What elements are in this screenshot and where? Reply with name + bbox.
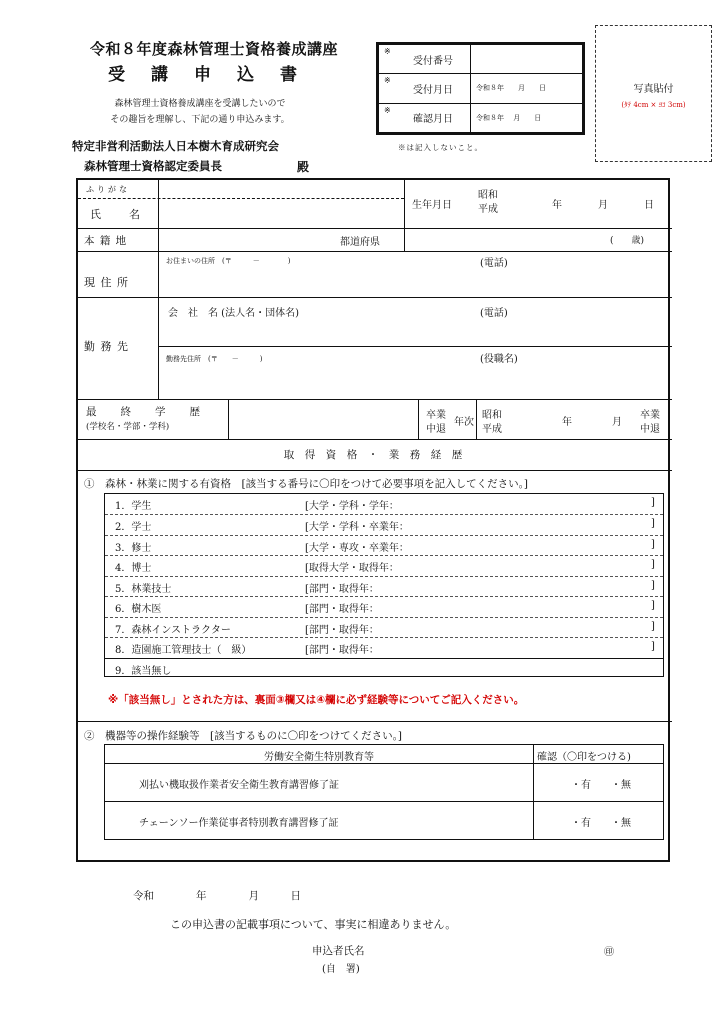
q1-item[interactable] xyxy=(105,658,663,678)
q1-item[interactable] xyxy=(105,576,663,596)
photo-size: (ﾀﾃ 4cm × ﾖｺ 3cm) xyxy=(621,101,686,109)
q1-item-label: 2．学士 xyxy=(115,522,152,534)
dropout-option: 中退 xyxy=(426,424,446,435)
intro-text xyxy=(78,96,322,128)
home-phone-label: (電話) xyxy=(480,258,508,269)
edu-year: 年 xyxy=(562,417,572,428)
birth-day: 日 xyxy=(644,200,654,211)
name-label: 氏 名 xyxy=(90,208,142,221)
birth-year: 年 xyxy=(552,200,562,211)
edu-era-showa: 昭和 xyxy=(482,410,502,421)
intro-line-2: その趣旨を理解し、下記の通り申込みます。 xyxy=(110,115,290,125)
graduated-option: 卒業 xyxy=(426,410,446,421)
q1-item-detail: [部門・取得年： xyxy=(305,624,379,636)
q1-item-detail: [部門・取得年： xyxy=(305,645,379,657)
q1-title: ① 森林・林業に関する有資格 [該当する番号に〇印をつけて必要事項を記入してください。] xyxy=(84,478,528,490)
year-suffix: 年次 xyxy=(454,417,474,428)
intro-line-1: 森林管理士資格養成講座を受講したいので xyxy=(114,99,286,109)
q1-item-detail: [大学・学科・卒業年： xyxy=(305,522,409,534)
q2-header-left: 労働安全衛生特別教育等 xyxy=(264,752,374,763)
application-form xyxy=(76,178,670,862)
q2-row-1-check[interactable]: ・有 ・無 xyxy=(571,780,631,791)
date-line: 令和 年 月 日 xyxy=(133,890,301,902)
q1-item[interactable] xyxy=(105,494,663,514)
q1-item-close: ] xyxy=(651,497,655,508)
q1-item-detail: [部門・取得年： xyxy=(305,604,379,616)
q1-item-label: 1．学生 xyxy=(115,501,152,512)
q1-item-label: 6．樹木医 xyxy=(115,604,162,616)
q1-item-close: ] xyxy=(651,641,655,653)
furigana-label: ふりがな xyxy=(86,185,130,194)
company-label: 会 社 名 (法人名・団体名) xyxy=(168,308,299,319)
q1-item-detail: [部門・取得年： xyxy=(305,583,379,595)
era-showa: 昭和 xyxy=(478,190,498,201)
q1-item-close: ] xyxy=(651,518,655,530)
section-title: 取 得 資 格 ・ 業 務 経 歴 xyxy=(283,449,463,461)
q1-item-label: 5．林業技士 xyxy=(115,583,172,595)
q1-item[interactable] xyxy=(105,535,663,555)
birth-label: 生年月日 xyxy=(412,200,452,211)
q1-item-close: ] xyxy=(651,600,655,612)
education-sub-label: (学校名・学部・学科) xyxy=(86,422,170,432)
q1-item-detail: [大学・専攻・卒業年： xyxy=(305,542,409,554)
era-heisei: 平成 xyxy=(478,204,498,215)
q1-item-close: ] xyxy=(651,559,655,571)
address-label: 現 住 所 xyxy=(84,276,129,289)
reception-date-field: 令和８年 月 日 xyxy=(471,74,583,103)
birth-month: 月 xyxy=(598,200,608,211)
q1-item-close: ] xyxy=(651,538,655,550)
q2-header-right: 確認（〇印をつける) xyxy=(537,752,631,763)
edu-era-heisei: 平成 xyxy=(482,424,502,435)
work-address-hint: 勤務先住所 (〒 － ) xyxy=(166,355,263,363)
q1-item-label: 4．博士 xyxy=(115,563,152,575)
q2-row-2-check[interactable]: ・有 ・無 xyxy=(571,818,631,829)
q1-item[interactable] xyxy=(105,596,663,616)
edu-graduated: 卒業 xyxy=(640,410,660,421)
reception-box xyxy=(376,42,585,135)
q1-item[interactable] xyxy=(105,637,663,657)
q2-table xyxy=(104,744,664,840)
prefecture-suffix: 都道府県 xyxy=(340,237,380,248)
q1-item[interactable] xyxy=(105,514,663,534)
reception-note: ※は記入しないこと。 xyxy=(398,143,483,152)
address-hint: お住まいの住所 (〒 － ) xyxy=(166,257,291,265)
applicant-label: 申込者氏名 xyxy=(312,945,365,957)
seal-mark: ㊞ xyxy=(604,947,614,958)
name-field[interactable] xyxy=(162,200,400,224)
education-label: 最 終 学 歴 xyxy=(86,406,201,418)
honseki-label: 本 籍 地 xyxy=(84,235,128,247)
edu-dropout: 中退 xyxy=(640,424,660,435)
q1-item-label: 9．該当無し xyxy=(115,665,172,677)
position-label: (役職名) xyxy=(480,354,518,365)
q1-item-close: ] xyxy=(651,620,655,632)
confirm-date-field: 令和８年 月 日 xyxy=(471,103,583,132)
honorific: 殿 xyxy=(297,160,310,174)
q1-item-label: 8．造園施工管理技士（ 級） xyxy=(115,645,252,657)
q1-item[interactable] xyxy=(105,555,663,575)
q1-item-label: 7．森林インストラクター xyxy=(115,624,231,636)
work-phone-label: (電話) xyxy=(480,308,508,319)
q2-row-1-label: 刈払い機取扱作業者安全衛生教育講習修了証 xyxy=(139,780,339,791)
q2-row-2-label: チェーンソー作業従事者特別教育講習修了証 xyxy=(139,818,339,829)
q1-item-detail: [大学・学科・学年： xyxy=(305,501,399,512)
reception-date-label: ※ 受付月日 xyxy=(379,74,471,103)
confirm-date-label: ※ 確認月日 xyxy=(379,103,471,132)
q1-item-detail: [取得大学・取得年： xyxy=(305,563,399,575)
form-subtitle: 受講申込書 xyxy=(108,65,323,85)
q1-item[interactable] xyxy=(105,617,663,637)
q1-item-label: 3．修士 xyxy=(115,542,152,554)
work-label: 勤 務 先 xyxy=(84,340,129,353)
declaration: この申込書の記載事項について、事実に相違ありません。 xyxy=(170,918,457,931)
age-field: ( 歳) xyxy=(610,236,645,246)
committee-name: 森林管理士資格認定委員長 xyxy=(84,159,222,173)
q1-list xyxy=(104,493,664,677)
q2-title: ② 機器等の操作経験等 [該当するものに〇印をつけてください。] xyxy=(84,730,402,742)
form-title: 令和８年度森林管理士資格養成講座 xyxy=(90,40,339,58)
self-sign-note: (自 署) xyxy=(322,964,360,975)
organization-name: 特定非営利活動法人日本樹木育成研究会 xyxy=(72,139,279,153)
q1-item-close: ] xyxy=(651,579,655,591)
photo-label: 写真貼付 xyxy=(633,84,674,95)
reception-number-label: ※ 受付番号 xyxy=(379,45,471,74)
edu-month: 月 xyxy=(612,417,622,428)
reception-number-field xyxy=(471,45,583,74)
q1-note: ※「該当無し」とされた方は、裏面③欄又は④欄に必ず経験等についてご記入ください。 xyxy=(108,694,525,706)
